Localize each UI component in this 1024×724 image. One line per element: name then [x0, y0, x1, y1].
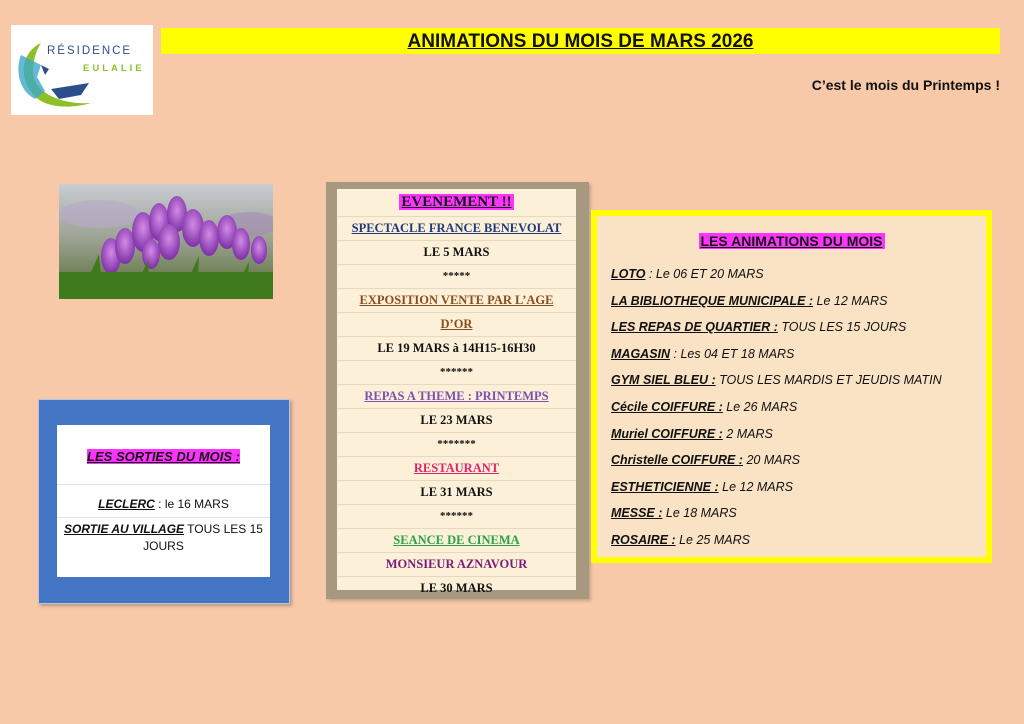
animation-item: ROSAIRE : Le 25 MARS: [611, 532, 750, 547]
event-line: MONSIEUR AZNAVOUR: [337, 553, 576, 577]
animation-item: MESSE : Le 18 MARS: [611, 506, 737, 521]
event-line: LE 31 MARS: [337, 481, 576, 505]
event-separator: *****: [337, 265, 576, 289]
page-title: ANIMATIONS DU MOIS DE MARS 2026: [407, 31, 754, 52]
event-line: LE 23 MARS: [337, 409, 576, 433]
animation-item: LOTO : Le 06 ET 20 MARS: [611, 267, 764, 281]
sorties-card: [57, 425, 270, 577]
event-line: REPAS A THEME : PRINTEMPS: [337, 385, 576, 409]
animations-panel: [591, 210, 992, 563]
animation-item: Cécile COIFFURE : Le 26 MARS: [611, 399, 798, 414]
animation-item: LA BIBLIOTHEQUE MUNICIPALE : Le 12 MARS: [611, 293, 888, 308]
event-line: SEANCE DE CINEMA: [337, 529, 576, 553]
animations-title: LES ANIMATIONS DU MOIS: [700, 233, 883, 249]
title-banner: [161, 28, 1000, 54]
evenement-panel: [326, 182, 589, 599]
event-line: LE 19 MARS à 14H15-16H30: [337, 337, 576, 361]
sortie-item: SORTIE AU VILLAGE TOUS LES 15 JOURS: [64, 522, 263, 553]
logo-text-eulalie: EULALIE: [83, 63, 145, 74]
animations-list: [611, 261, 942, 554]
page-subtitle: C’est le mois du Printemps !: [811, 77, 1000, 93]
animation-item: Christelle COIFFURE : 20 MARS: [611, 453, 800, 468]
event-line: EXPOSITION VENTE PAR L’AGE: [337, 289, 576, 313]
sorties-title: LES SORTIES DU MOIS :: [87, 449, 240, 464]
animations-card: [597, 216, 986, 557]
animation-item: GYM SIEL BLEU : TOUS LES MARDIS ET JEUDIS MATIN: [611, 373, 942, 388]
sorties-panel: [38, 399, 290, 604]
logo-text-residence: RÉSIDENCE: [47, 45, 133, 57]
animation-item: LES REPAS DE QUARTIER : TOUS LES 15 JOURS: [611, 320, 907, 335]
event-separator: ******: [337, 361, 576, 385]
event-line: LE 30 MARS: [420, 581, 493, 595]
animation-item: Muriel COIFFURE : 2 MARS: [611, 426, 773, 441]
animation-item: MAGASIN : Les 04 ET 18 MARS: [611, 346, 795, 361]
evenement-title: EVENEMENT !!: [337, 189, 576, 217]
event-line: RESTAURANT: [337, 457, 576, 481]
event-separator: *******: [337, 433, 576, 457]
animation-item: ESTHETICIENNE : Le 12 MARS: [611, 479, 793, 494]
sortie-item: LECLERC : le 16 MARS: [98, 497, 229, 511]
crocus-photo: [59, 184, 273, 299]
residence-logo: [11, 25, 153, 115]
event-separator: ******: [337, 505, 576, 529]
evenement-card: [337, 189, 576, 595]
event-line: LE 5 MARS: [337, 241, 576, 265]
event-line: SPECTACLE FRANCE BENEVOLAT: [337, 217, 576, 241]
crocus-flowers-icon: [59, 184, 273, 299]
event-line: D’OR: [337, 313, 576, 337]
